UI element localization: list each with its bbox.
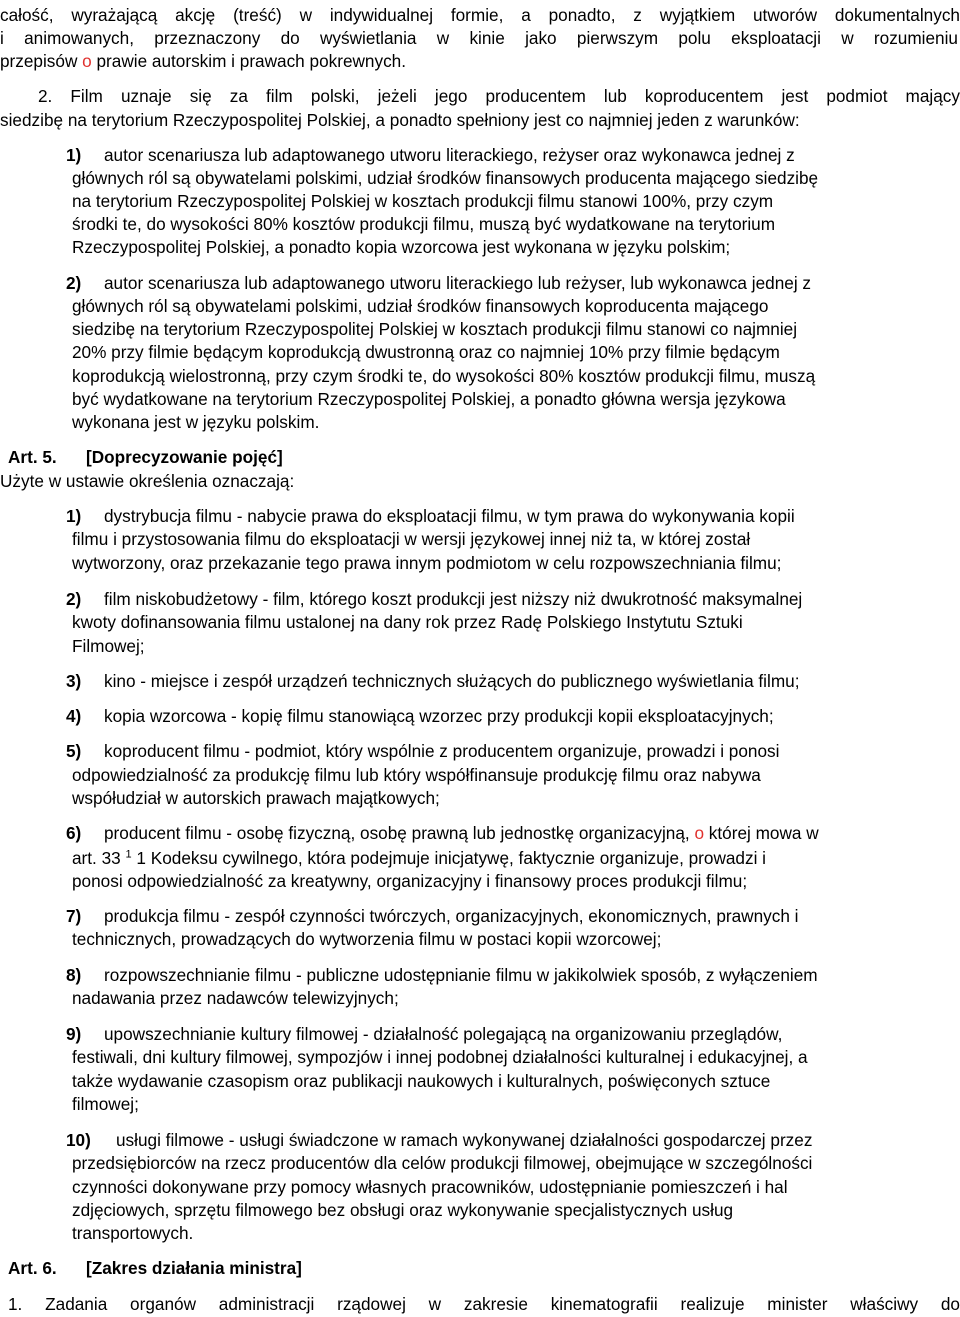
definition-text: ponosi odpowiedzialność za kreatywny, organizacyjny i finansowy proces produkcji filmu; bbox=[72, 871, 748, 891]
definition-text: producent filmu - osobę fizyczną, osobę prawną lub jednostkę organizacyjną, o której mowa w bbox=[104, 823, 819, 843]
definition-text: art. 33 $^1$ 1 Kodeksu cywilnego, która podejmuje inicjatywę, faktycznie organizuje, prowadzi i bbox=[72, 848, 766, 868]
definition-number: 3) bbox=[66, 671, 82, 691]
definition-number: 5) bbox=[66, 741, 82, 761]
definition-text: kwoty dofinansowania filmu ustalonej na dany rok przez Radę Polskiego Instytutu Sztuki bbox=[72, 612, 743, 632]
definition-text: produkcja filmu - zespół czynności twórczych, organizacyjnych, ekonomicznych, prawnych i bbox=[104, 906, 799, 926]
definition-text: kino - miejsce i zespół urządzeń technicznych służących do publicznego wyświetlania filmu; bbox=[104, 671, 800, 691]
article-label: Art. 6. bbox=[8, 1258, 57, 1278]
article-title: [Doprecyzowanie pojęć] bbox=[86, 447, 283, 467]
condition-text: głównych ról są obywatelami polskimi, udział środków finansowych producenta mającego siedzibę bbox=[72, 168, 819, 188]
definition-text: kopia wzorcowa - kopię filmu stanowiącą wzorzec przy produkcji kopii eksploatacyjnych; bbox=[104, 706, 774, 726]
condition-text: wykonana jest w języku polskim. bbox=[72, 412, 320, 432]
condition-text: środki te, do wysokości 80% kosztów produkcji filmu, muszą być wydatkowane na terytorium bbox=[72, 214, 776, 234]
para2-line-2: siedzibę na terytorium Rzeczypospolitej Polskiej, a ponadto spełniony jest co najmniej jeden z warunków: bbox=[0, 110, 800, 130]
condition-text: Rzeczypospolitej Polskiej, a ponadto kopia wzorcowa jest wykonana w języku polskim; bbox=[72, 237, 731, 257]
definition-text: Filmowej; bbox=[72, 636, 145, 656]
condition-text: autor scenariusza lub adaptowanego utworu literackiego lub reżyser, lub wykonawca jednej z bbox=[104, 273, 812, 293]
condition-text: być wydatkowane na terytorium Rzeczypospolitej Polskiej, a ponadto główna wersja językowa bbox=[72, 389, 786, 409]
highlight-o: o bbox=[82, 51, 92, 71]
article-title: [Zakres działania ministra] bbox=[86, 1258, 302, 1278]
definition-number: 10) bbox=[66, 1130, 91, 1150]
condition-text: 20% przy filmie będącym koprodukcją dwustronną oraz co najmniej 10% przy filmie będącym bbox=[72, 342, 780, 362]
definition-number: 9) bbox=[66, 1024, 82, 1044]
definition-text: współudział w autorskich prawach majątkowych; bbox=[72, 788, 440, 808]
definition-text: koproducent filmu - podmiot, który wspólnie z producentem organizuje, prowadzi i ponosi bbox=[104, 741, 780, 761]
definition-text: festiwali, dni kultury filmowej, sympozjów i innej podobnej działalności kulturalnej i edukacyjnej, a bbox=[72, 1047, 808, 1067]
definition-text: zdjęciowych, sprzętu filmowego bez obsługi oraz wykonywanie specjalistycznych usług bbox=[72, 1200, 734, 1220]
definition-text: nadawania przez nadawców telewizyjnych; bbox=[72, 988, 399, 1008]
definition-text: czynności dokonywane przy pomocy własnych pracowników, udostępnianie pomieszczeń i hal bbox=[72, 1177, 788, 1197]
condition-number: 1) bbox=[66, 145, 82, 165]
art6-para1: 1. Zadania organów administracji rządowej w zakresie kinematografii realizuje minister właściwy do bbox=[8, 1294, 960, 1314]
article-label: Art. 5. bbox=[8, 447, 57, 467]
definition-text: film niskobudżetowy - film, którego koszt produkcji jest niższy niż dwukrotność maksymalnej bbox=[104, 589, 803, 609]
definition-number: 8) bbox=[66, 965, 82, 985]
condition-text: siedzibę na terytorium Rzeczypospolitej Polskiej w kosztach produkcji filmu stanowi co najmniej bbox=[72, 319, 798, 339]
definition-number: 4) bbox=[66, 706, 82, 726]
highlight-o: o bbox=[694, 823, 705, 843]
condition-number: 2) bbox=[66, 273, 82, 293]
condition-text: na terytorium Rzeczypospolitej Polskiej w kosztach produkcji filmu stanowi 100%, przy czym bbox=[72, 191, 774, 211]
definition-text: rozpowszechnianie filmu - publiczne udostępnianie filmu w jakikolwiek sposób, z wyłączeniem bbox=[104, 965, 818, 985]
definition-number: 6) bbox=[66, 823, 82, 843]
definition-text: transportowych. bbox=[72, 1223, 194, 1243]
intro-line-2: i animowanych, przeznaczony do wyświetlania w kinie jako pierwszym polu eksploatacji w rozumieniu bbox=[0, 28, 958, 48]
condition-text: głównych ról są obywatelami polskimi, udział środków finansowych koproducenta mającego bbox=[72, 296, 769, 316]
definition-number: 2) bbox=[66, 589, 82, 609]
para2-line-1: 2. Film uznaje się za film polski, jeżeli jego producentem lub koproducentem jest podmiot mający bbox=[38, 86, 960, 106]
definition-number: 1) bbox=[66, 506, 82, 526]
definition-text: dystrybucja filmu - nabycie prawa do eksploatacji filmu, w tym prawa do wykonywania kopii bbox=[104, 506, 795, 526]
definition-text: filmu i przystosowania filmu do eksploatacji w wersji językowej innej niż ta, w której został bbox=[72, 529, 751, 549]
definition-text: także wydawanie czasopism oraz publikacji naukowych i kulturalnych, poświęconych sztuce bbox=[72, 1071, 771, 1091]
article-intro: Użyte w ustawie określenia oznaczają: bbox=[0, 471, 295, 491]
intro-line-3: przepisów o prawie autorskim i prawach pokrewnych. bbox=[0, 51, 406, 71]
definition-text: usługi filmowe - usługi świadczone w ramach wykonywanej działalności gospodarczej przez bbox=[116, 1130, 813, 1150]
definition-text: przedsiębiorców na rzecz producentów dla celów produkcji filmowej, obejmujące w szczególności bbox=[72, 1153, 813, 1173]
definition-text: upowszechnianie kultury filmowej - działalność polegającą na organizowaniu przeglądów, bbox=[104, 1024, 783, 1044]
definition-text: technicznych, prowadzących do wytworzenia filmu w postaci kopii wzorcowej; bbox=[72, 929, 662, 949]
definition-text: filmowej; bbox=[72, 1094, 139, 1114]
condition-text: autor scenariusza lub adaptowanego utworu literackiego, reżyser oraz wykonawca jednej z bbox=[104, 145, 795, 165]
superscript: 1 bbox=[125, 848, 132, 861]
condition-text: koprodukcją wielostronną, przy czym środki te, do wysokości 80% kosztów produkcji filmu, muszą bbox=[72, 366, 816, 386]
definition-number: 7) bbox=[66, 906, 82, 926]
definition-text: odpowiedzialność za produkcję filmu lub który współfinansuje produkcję filmu oraz nabywa bbox=[72, 765, 761, 785]
definition-text: wytworzony, oraz przekazanie tego prawa innym podmiotom w celu rozpowszechniania filmu; bbox=[72, 553, 782, 573]
intro-line-1: całość, wyrażającą akcję (treść) w indywidualnej formie, a ponadto, z wyjątkiem utworów dokumentalnych bbox=[0, 5, 960, 25]
